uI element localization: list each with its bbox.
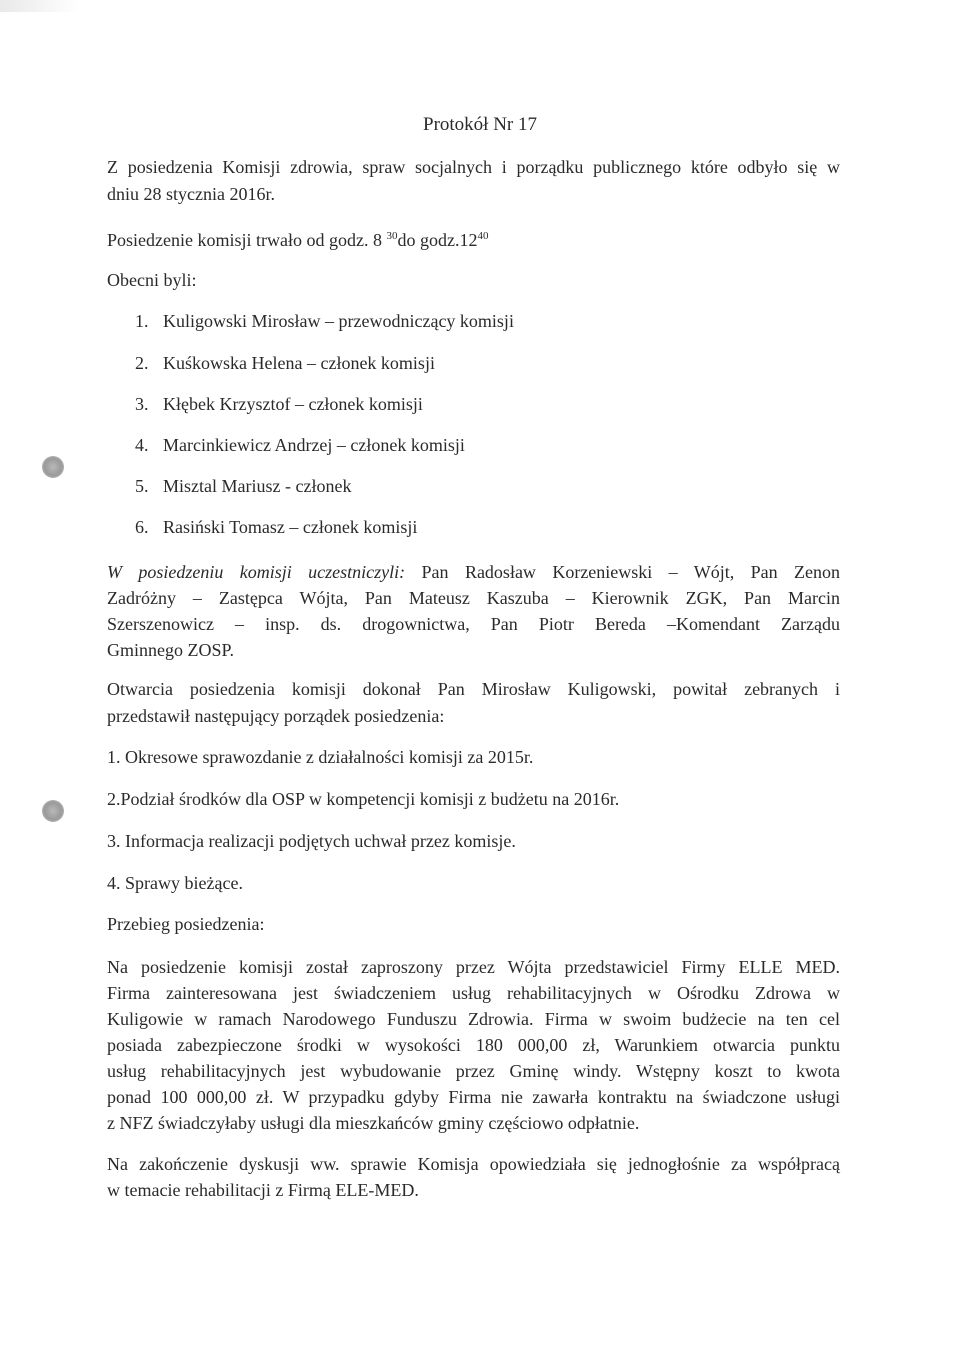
proceedings-line: Firma zainteresowana jest świadczeniem usług rehabilitacyjnych w Ośrodku Zdrowa w (107, 983, 840, 1003)
list-item (135, 393, 423, 415)
proceedings-line: Na posiedzenie komisji został zaproszony przez Wójta przedstawiciel Firmy ELLE MED. (107, 957, 840, 977)
list-item (135, 516, 417, 538)
scan-edge-shadow (0, 0, 80, 12)
duration-end-minutes: 40 (477, 230, 489, 242)
agenda-item: 3. Informacja realizacji podjętych uchwał przez komisje. (107, 831, 516, 851)
present-heading: Obecni byli: (107, 270, 197, 290)
punch-hole-icon (42, 800, 64, 822)
intro-line-2: dniu 28 stycznia 2016r. (107, 184, 275, 204)
participants-line-1-rest: Pan Radosław Korzeniewski – Wójt, Pan Zenon (421, 562, 841, 582)
list-item-number: 1. (135, 311, 149, 331)
proceedings-line: ponad 100 000,00 zł. W przypadku gdyby Firma nie zawarła kontraktu na świadczone usługi (107, 1087, 840, 1107)
conclusion-line: Na zakończenie dyskusji ww. sprawie Komisja opowiedziała się jednogłośnie za współpracą (107, 1154, 840, 1174)
intro-line-1: Z posiedzenia Komisji zdrowia, spraw socjalnych i porządku publicznego które odbyło się w (107, 157, 840, 177)
list-item-text: Kuligowski Mirosław – przewodniczący komisji (163, 311, 514, 331)
proceedings-line: posiada zabezpieczone środki w wysokości 180 000,00 zł, Warunkiem otwarcia punktu (107, 1035, 840, 1055)
duration-start-minutes: 30 (386, 230, 398, 242)
participants-line-3: Szerszenowicz – insp. ds. drogownictwa, Pan Piotr Bereda –Komendant Zarządu (107, 614, 840, 634)
list-item-text: Kłębek Krzysztof – członek komisji (163, 394, 423, 414)
opening-line-2: przedstawił następujący porządek posiedzenia: (107, 706, 445, 726)
opening-line-1: Otwarcia posiedzenia komisji dokonał Pan Mirosław Kuligowski, powitał zebranych i (107, 679, 840, 699)
list-item-number: 3. (135, 394, 149, 414)
agenda-item: 1. Okresowe sprawozdanie z działalności komisji za 2015r. (107, 747, 534, 767)
list-item-text: Marcinkiewicz Andrzej – członek komisji (163, 435, 465, 455)
list-item-number: 5. (135, 476, 149, 496)
list-item (135, 475, 351, 497)
proceedings-line: z NFZ świadczyłaby usługi dla mieszkańców gminy częściowo odpłatnie. (107, 1113, 640, 1133)
proceedings-line: usług rehabilitacyjnych jest wybudowanie przez Gminę windy. Wstępny koszt to kwota (107, 1061, 840, 1081)
punch-hole-icon (42, 456, 64, 478)
list-item (135, 434, 465, 456)
agenda-item: 4. Sprawy bieżące. (107, 873, 243, 893)
list-item-number: 6. (135, 517, 149, 537)
list-item-number: 2. (135, 353, 149, 373)
participants-line-2: Zadróżny – Zastępca Wójta, Pan Mateusz Kaszuba – Kierownik ZGK, Pan Marcin (107, 588, 840, 608)
list-item-text: Misztal Mariusz - członek (163, 476, 352, 496)
participants-label: W posiedzeniu komisji uczestniczyli: (107, 562, 406, 582)
proceedings-line: Kuligowie w ramach Narodowego Funduszu Zdrowia. Firma w swoim budżecie na ten cel (107, 1009, 840, 1029)
list-item (135, 352, 435, 374)
meeting-duration (107, 229, 488, 251)
agenda-item: 2.Podział środków dla OSP w kompetencji komisji z budżetu na 2016r. (107, 789, 620, 809)
participants-line-1 (107, 561, 840, 583)
duration-middle: do godz.12 (397, 230, 478, 250)
list-item-text: Rasiński Tomasz – członek komisji (163, 517, 418, 537)
proceedings-heading: Przebieg posiedzenia: (107, 914, 265, 934)
participants-line-4: Gminnego ZOSP. (107, 640, 235, 660)
conclusion-line: w temacie rehabilitacji z Firmą ELE-MED. (107, 1180, 419, 1200)
list-item (135, 310, 514, 332)
duration-prefix: Posiedzenie komisji trwało od godz. 8 (107, 230, 382, 250)
document-title: Protokół Nr 17 (423, 114, 537, 135)
list-item-text: Kuśkowska Helena – członek komisji (163, 353, 435, 373)
list-item-number: 4. (135, 435, 149, 455)
